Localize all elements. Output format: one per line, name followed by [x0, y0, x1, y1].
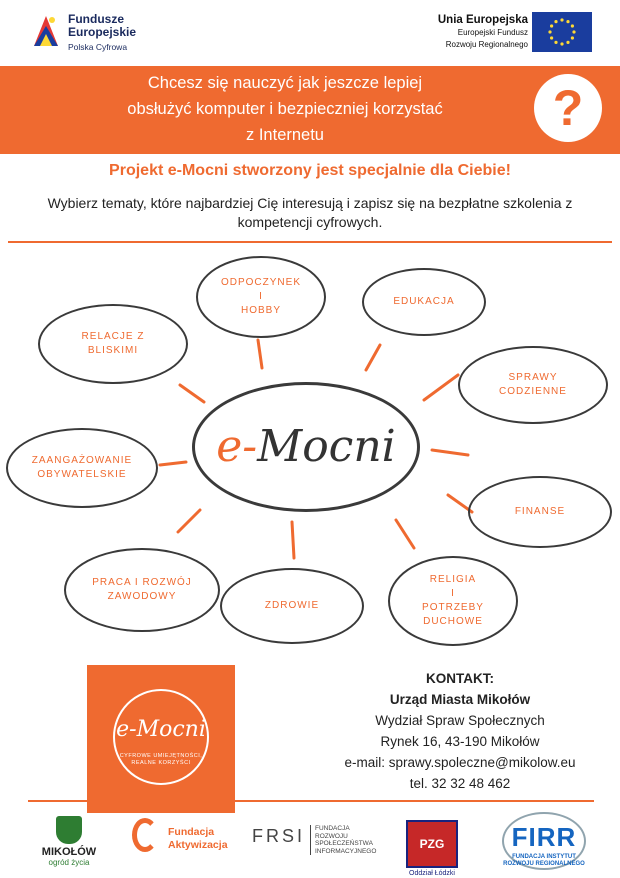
question-mark-icon: ? [534, 74, 602, 142]
contact-address: Rynek 16, 43-190 Mikołów [380, 734, 540, 749]
headline-line-1: Chcesz się nauczyć jak jeszcze lepiej [147, 74, 423, 92]
topic-label: SPRAWY CODZIENNE [499, 372, 567, 397]
headline-banner [0, 66, 620, 154]
center-logo-text [216, 421, 396, 472]
divider [8, 241, 612, 243]
logo-name: e-Mocni [116, 717, 206, 742]
fe-line2: Europejskie [68, 25, 137, 39]
topic-religia-potrzeby-duchowe [388, 556, 518, 646]
contact-block [330, 668, 590, 794]
topic-edukacja [362, 268, 486, 336]
fe-line1: Fundusze [68, 12, 124, 26]
fa-line2: Aktywizacja [168, 839, 228, 851]
topic-zdrowie [220, 568, 364, 644]
eu-title: Unia Europejska [437, 14, 528, 26]
topic-label: RELIGIA I POTRZEBY DUCHOWE [422, 574, 484, 627]
topic-label: PRACA I ROZWÓJ ZAWODOWY [92, 577, 192, 602]
e-mocni-logo [87, 665, 235, 813]
fe-sub: Polska Cyfrowa [68, 42, 128, 52]
firr-logo [494, 812, 594, 872]
topic-finanse [468, 476, 612, 548]
topic-label: RELACJE Z BLISKIMI [81, 331, 145, 356]
topic-sprawy-codzienne [458, 346, 608, 424]
fe-star-icon [30, 12, 62, 50]
fundusze-europejskie-logo [30, 12, 180, 54]
eu-logo [412, 12, 592, 54]
topic-label: EDUKACJA [393, 296, 455, 307]
contact-org: Urząd Miasta Mikołów [389, 692, 531, 707]
topic-label: FINANSE [514, 506, 566, 517]
eu-line2: Rozwoju Regionalnego [445, 40, 528, 49]
intro-text: Wybierz tematy, które najbardziej Cię interesują i zapisz się na bezpłatne szkolenia z kompetencji cyfrowych. [47, 195, 573, 230]
frsi-logo [252, 812, 382, 872]
pzg-sub: Oddział Łódzki [409, 870, 455, 877]
contact-email: e-mail: sprawy.spoleczne@mikolow.eu [344, 755, 576, 770]
footer-divider [28, 800, 594, 802]
eu-line1: Europejski Fundusz [457, 28, 528, 37]
fa-mark-icon [132, 818, 158, 852]
eu-flag-icon [532, 12, 592, 52]
frsi-small: FUNDACJA ROZWOJU SPOŁECZEŃSTWA INFORMACYJNEGO [310, 825, 376, 855]
frsi-big: FRSI [252, 826, 306, 846]
contact-heading: KONTAKT: [426, 671, 494, 686]
topic-label: ODPOCZYNEK I HOBBY [220, 277, 301, 316]
logo-tagline: CYFROWE UMIEJĘTNOŚCI, REALNE KORZYŚCI [119, 753, 203, 766]
topic-label: ZAANGAŻOWANIE OBYWATELSKIE [31, 455, 133, 480]
headline-text [80, 70, 490, 148]
headline-line-3: z Internetu [246, 126, 324, 144]
topic-relacje-z-bliskimi [38, 304, 188, 384]
pzg-mark: PZG [406, 820, 458, 868]
headline-line-2: obsłużyć komputer i bezpieczniej korzystać [127, 100, 443, 118]
mikolow-crest-icon [56, 816, 82, 844]
topic-praca-i-rozwoj [64, 548, 220, 632]
contact-phone: tel. 32 32 48 462 [409, 776, 511, 791]
contact-dept: Wydział Spraw Społecznych [375, 713, 545, 728]
mikolow-name: MIKOŁÓW [41, 846, 97, 858]
mikolow-sub: ogród życia [48, 858, 90, 867]
firr-sub: FUNDACJA INSTYTUT ROZWOJU REGIONALNEGO [503, 854, 585, 867]
subtitle: Projekt e-Mocni stworzony jest specjalnie dla Ciebie! [109, 162, 511, 179]
pzg-logo [400, 812, 464, 877]
topic-label: ZDROWIE [264, 600, 320, 611]
topic-zaangazowanie-obywatelskie [6, 428, 158, 508]
fa-line1: Fundacja [168, 826, 215, 838]
mikolow-logo [34, 812, 104, 872]
topic-odpoczynek-hobby [196, 256, 326, 338]
fundacja-aktywizacja-logo [132, 812, 242, 872]
firr-big: FIRR [511, 822, 577, 852]
center-e: e- [216, 421, 258, 472]
center-e-mocni [192, 382, 420, 512]
center-mocni: Mocni [257, 421, 396, 472]
